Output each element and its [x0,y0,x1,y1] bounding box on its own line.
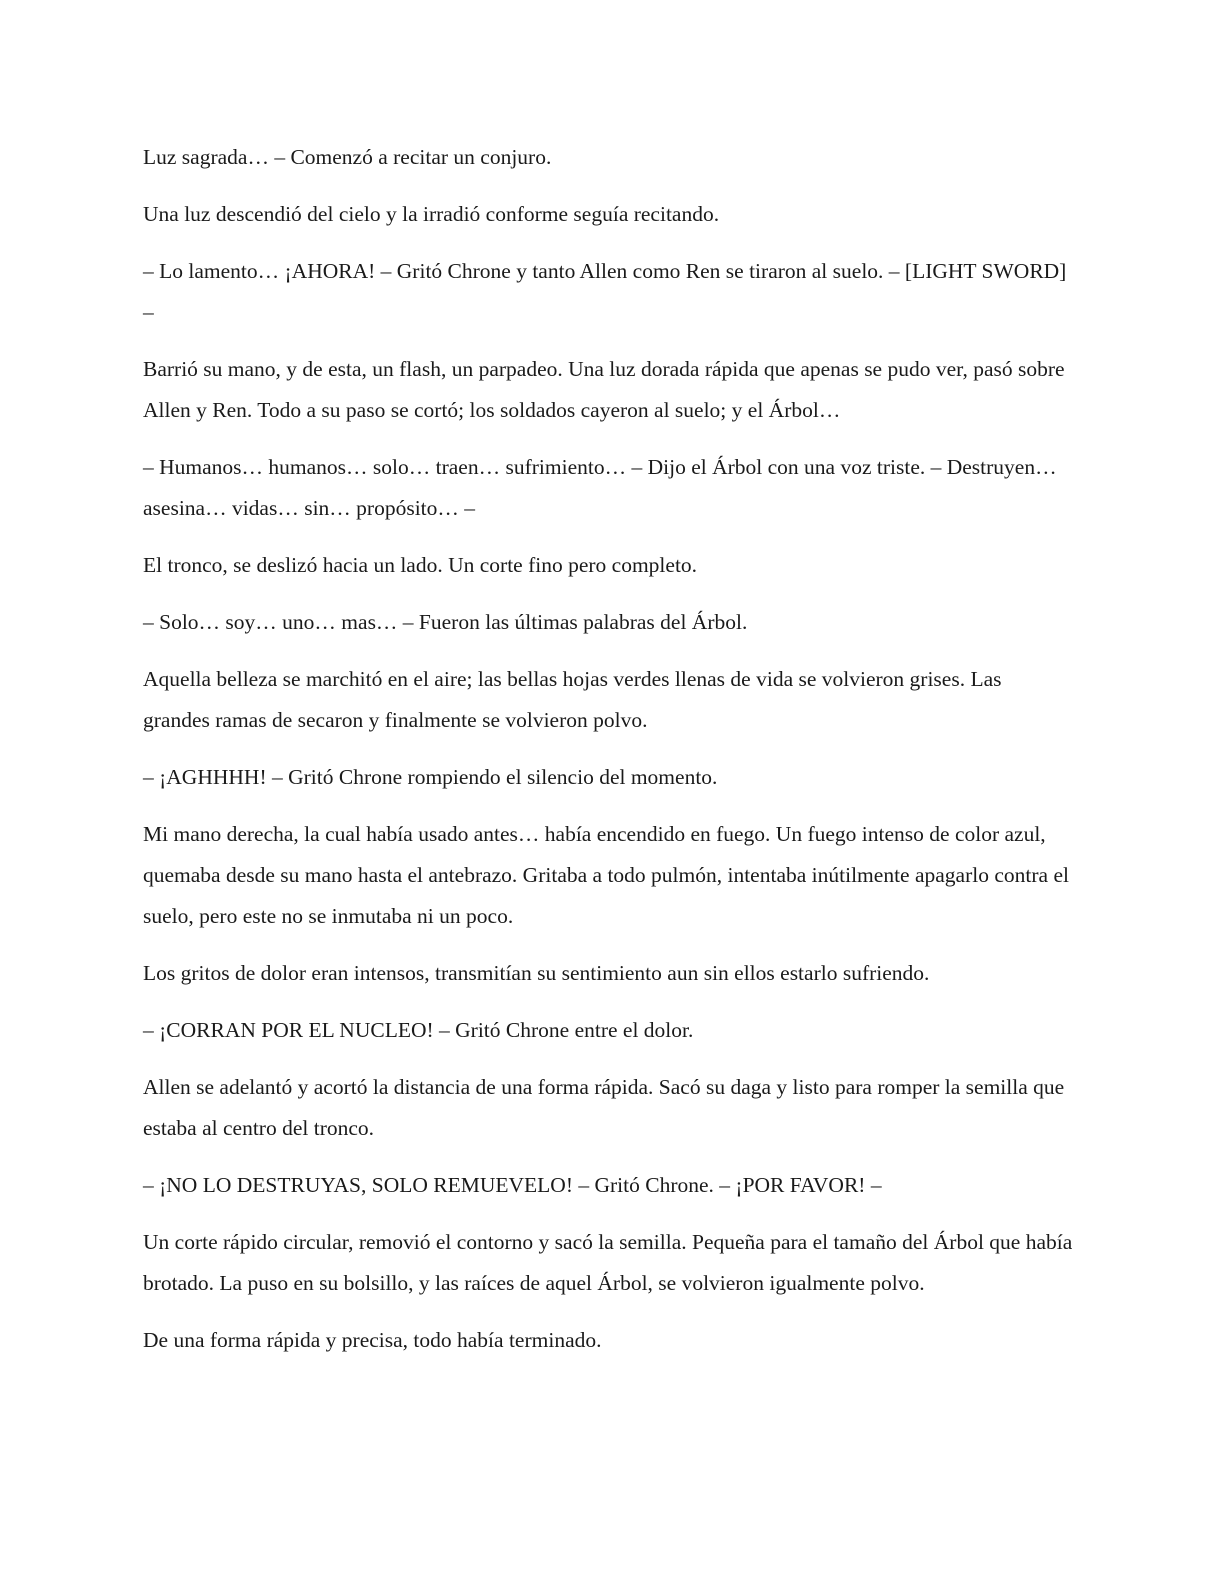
paragraph: Una luz descendió del cielo y la irradió conforme seguía recitando. [143,202,720,226]
paragraph: – ¡CORRAN POR EL NUCLEO! – Gritó Chrone entre el dolor. [143,1018,694,1042]
paragraph: Barrió su mano, y de esta, un flash, un parpadeo. Una luz dorada rápida que apenas se pudo ver, pasó sobre Allen y Ren. Todo a su paso se cortó; los soldados cayeron al suelo; y el Árbol… [143,357,1065,422]
paragraph: – Solo… soy… uno… mas… – Fueron las últimas palabras del Árbol. [143,610,748,634]
paragraph: Luz sagrada… – Comenzó a recitar un conjuro. [143,145,552,169]
paragraph: El tronco, se deslizó hacia un lado. Un corte fino pero completo. [143,553,698,577]
paragraph: Aquella belleza se marchitó en el aire; las bellas hojas verdes llenas de vida se volvieron grises. Las grandes ramas de secaron y finalmente se volvieron polvo. [143,667,1002,732]
paragraph: De una forma rápida y precisa, todo había terminado. [143,1328,602,1352]
paragraph: – ¡NO LO DESTRUYAS, SOLO REMUEVELO! – Gritó Chrone. – ¡POR FAVOR! – [143,1173,882,1197]
paragraph: Mi mano derecha, la cual había usado antes… había encendido en fuego. Un fuego intenso de color azul, quemaba desde su mano hasta el antebrazo. Gritaba a todo pulmón, intentaba inútilmente apagarlo contra el suelo, pero este no se inmutaba ni un poco. [143,822,1069,928]
paragraph: Los gritos de dolor eran intensos, transmitían su sentimiento aun sin ellos estarlo sufriendo. [143,961,930,985]
paragraph: – Lo lamento… ¡AHORA! – Gritó Chrone y tanto Allen como Ren se tiraron al suelo. – [LIGHT SWORD] – [143,259,1067,324]
paragraph: Allen se adelantó y acortó la distancia de una forma rápida. Sacó su daga y listo para romper la semilla que estaba al centro del tronco. [143,1075,1065,1140]
paragraph: – Humanos… humanos… solo… traen… sufrimiento… – Dijo el Árbol con una voz triste. – Destruyen… asesina… vidas… sin… propósito… – [143,455,1057,520]
document-body [143,137,1073,1377]
paragraph: Un corte rápido circular, removió el contorno y sacó la semilla. Pequeña para el tamaño del Árbol que había brotado. La puso en su bolsillo, y las raíces de aquel Árbol, se volvieron igualmente polvo. [143,1230,1073,1295]
paragraph: – ¡AGHHHH! – Gritó Chrone rompiendo el silencio del momento. [143,765,718,789]
